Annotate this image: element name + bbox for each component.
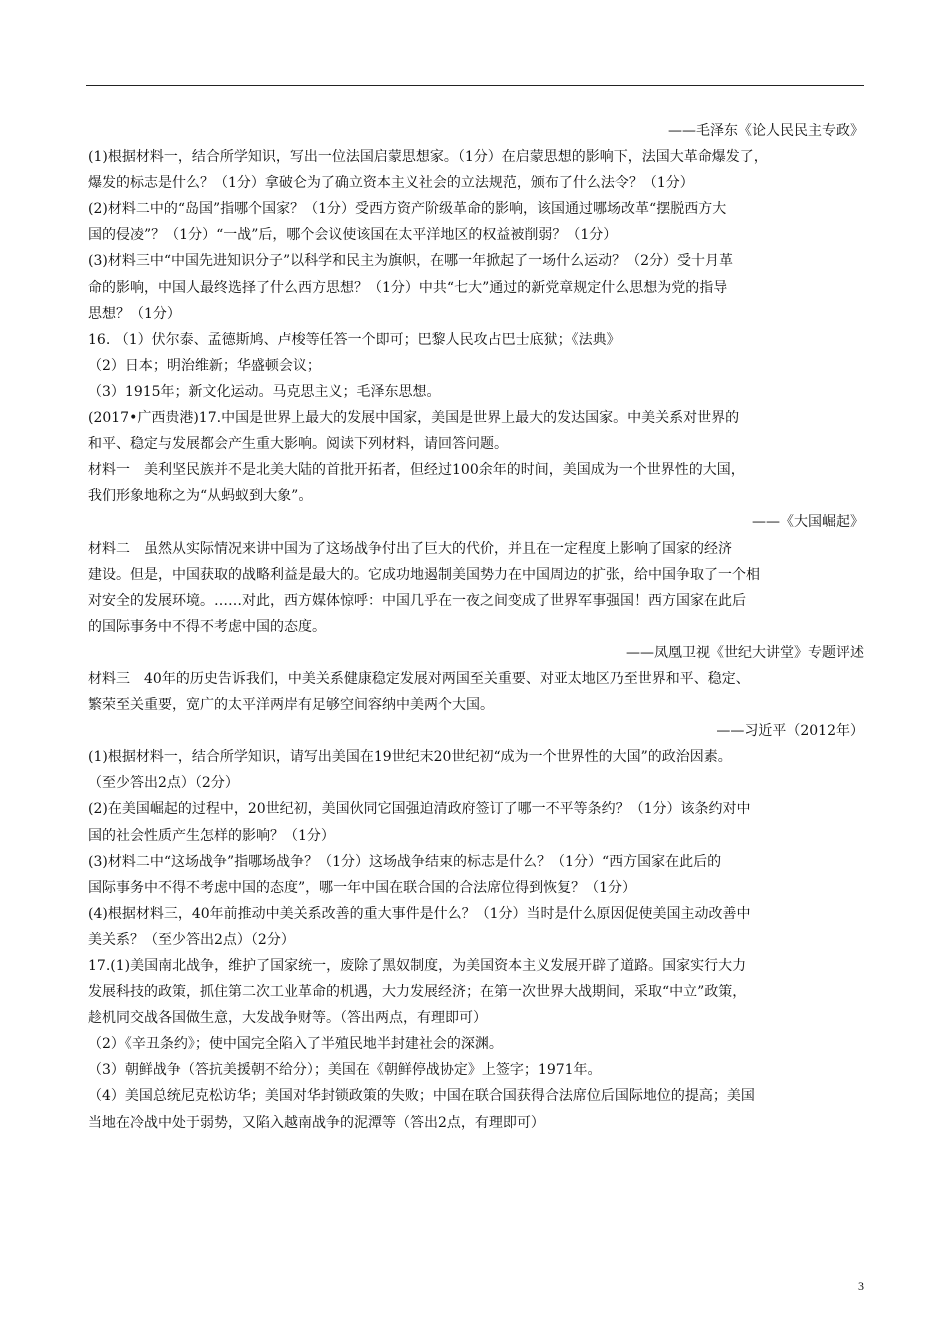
- question-line: (2)在美国崛起的过程中，20世纪初，美国伙同它国强迫清政府签订了哪一不平等条约？（1分）该条约对中: [88, 801, 751, 818]
- question-line: 国际事务中不得不考虑中国的态度”，哪一年中国在联合国的合法席位得到恢复？（1分）: [88, 879, 637, 896]
- answer-line: 16. （1）伏尔泰、孟德斯鸠、卢梭等任答一个即可；巴黎人民攻占巴士底狱；《法典》: [88, 331, 621, 348]
- question-line: 美关系？（至少答出2点）（2分）: [88, 931, 295, 948]
- text-line: 爆发的标志是什么？（1分）拿破仑为了确立资本主义社会的立法规范，颁布了什么法令？（1分）: [88, 175, 694, 192]
- material-line: 材料三 40年的历史告诉我们，中美关系健康稳定发展对两国至关重要、对亚太地区乃至世界和平、稳定、: [88, 670, 750, 687]
- text-line: 命的影响，中国人最终选择了什么西方思想？（1分）中共“七大”通过的新党章规定什么思想为党的指导: [88, 279, 728, 296]
- material-line: 对安全的发展环境。……对此，西方媒体惊呼：中国几乎在一夜之间变成了世界军事强国！西方国家在此后: [88, 592, 746, 609]
- text-line: (3)材料三中“中国先进知识分子”以科学和民主为旗帜，在哪一年掀起了一场什么运动？（2分）受十月革: [88, 253, 734, 270]
- text-line: (2)材料二中的“岛国”指哪个国家？（1分）受西方资产阶级革命的影响，该国通过哪场改革“摆脱西方大: [88, 201, 727, 218]
- question-line: 国的社会性质产生怎样的影响？（1分）: [88, 827, 335, 844]
- answer-line: （3）朝鲜战争（答抗美援朝不给分）；美国在《朝鲜停战协定》上签字；1971年。: [88, 1062, 602, 1079]
- text-line: (1)根据材料一，结合所学知识，写出一位法国启蒙思想家。（1分）在启蒙思想的影响下，法国大革命爆发了，: [88, 149, 768, 166]
- text-line: ——毛泽东《论人民民主专政》: [668, 123, 864, 139]
- question-line: (1)根据材料一，结合所学知识，请写出美国在19世纪末20世纪初“成为一个世界性的大国”的政治因素。: [88, 749, 732, 766]
- text-line: 思想？（1分）: [88, 305, 181, 322]
- answer-line: （2）日本；明治维新；华盛顿会议；: [88, 357, 321, 374]
- material-line: 建设。但是，中国获取的战略利益是最大的。它成功地遏制美国势力在中国周边的扩张，给中国争取了一个相: [88, 566, 760, 583]
- question-line: （至少答出2点）（2分）: [88, 775, 239, 792]
- answer-line: 17.(1)美国南北战争，维护了国家统一，废除了黑奴制度，为美国资本主义发展开辟了道路。国家实行大力: [88, 958, 747, 974]
- source-citation: ——《大国崛起》: [752, 514, 864, 531]
- text-line: 和平、稳定与发展都会产生重大影响。阅读下列材料，请回答问题。: [88, 436, 508, 453]
- material-line: 繁荣至关重要，宽广的太平洋两岸有足够空间容纳中美两个大国。: [88, 697, 494, 714]
- source-citation: ——习近平（2012年）: [716, 723, 864, 740]
- material-line: 材料一 美利坚民族并不是北美大陆的首批开拓者，但经过100余年的时间，美国成为一个世界性的大国，: [88, 462, 745, 479]
- source-citation: ——凤凰卫视《世纪大讲堂》专题评述: [626, 644, 864, 661]
- answer-line: （2）《辛丑条约》；使中国完全陷入了半殖民地半封建社会的深渊。: [88, 1036, 503, 1053]
- question-line: (3)材料二中“这场战争”指哪场战争？（1分）这场战争结束的标志是什么？（1分）“西方国家在此后的: [88, 853, 722, 870]
- answer-line: 当地在冷战中处于弱势，又陷入越南战争的泥潭等（答出2点，有理即可）: [88, 1114, 545, 1131]
- page-number: 3: [858, 1279, 864, 1293]
- text-line: 国的侵凌”？（1分）“一战”后，哪个会议使该国在太平洋地区的权益被削弱？（1分）: [88, 227, 618, 244]
- header-rule: [86, 85, 864, 86]
- question-heading: (2017•广西贵港)17.中国是世界上最大的发展中国家，美国是世界上最大的发达国家。中美关系对世界的: [88, 410, 740, 427]
- material-line: 的国际事务中不得不考虑中国的态度。: [88, 618, 326, 635]
- question-line: (4)根据材料三，40年前推动中美关系改善的重大事件是什么？（1分）当时是什么原因促使美国主动改善中: [88, 905, 751, 922]
- answer-line: 趁机同交战各国做生意，大发战争财等。（答出两点，有理即可）: [88, 1010, 487, 1027]
- material-line: 我们形象地称之为“从蚂蚁到大象”。: [88, 488, 313, 505]
- answer-line: 发展科技的政策，抓住第二次工业革命的机遇，大力发展经济；在第一次世界大战期间，采取“中立”政策，: [88, 984, 747, 1001]
- material-line: 材料二 虽然从实际情况来讲中国为了这场战争付出了巨大的代价，并且在一定程度上影响了国家的经济: [88, 540, 732, 557]
- answer-line: （3）1915年；新文化运动。马克思主义；毛泽东思想。: [88, 383, 441, 400]
- answer-line: （4）美国总统尼克松访华；美国对华封锁政策的失败；中国在联合国获得合法席位后国际地位的提高；美国: [88, 1088, 755, 1105]
- document-body: [88, 118, 864, 1136]
